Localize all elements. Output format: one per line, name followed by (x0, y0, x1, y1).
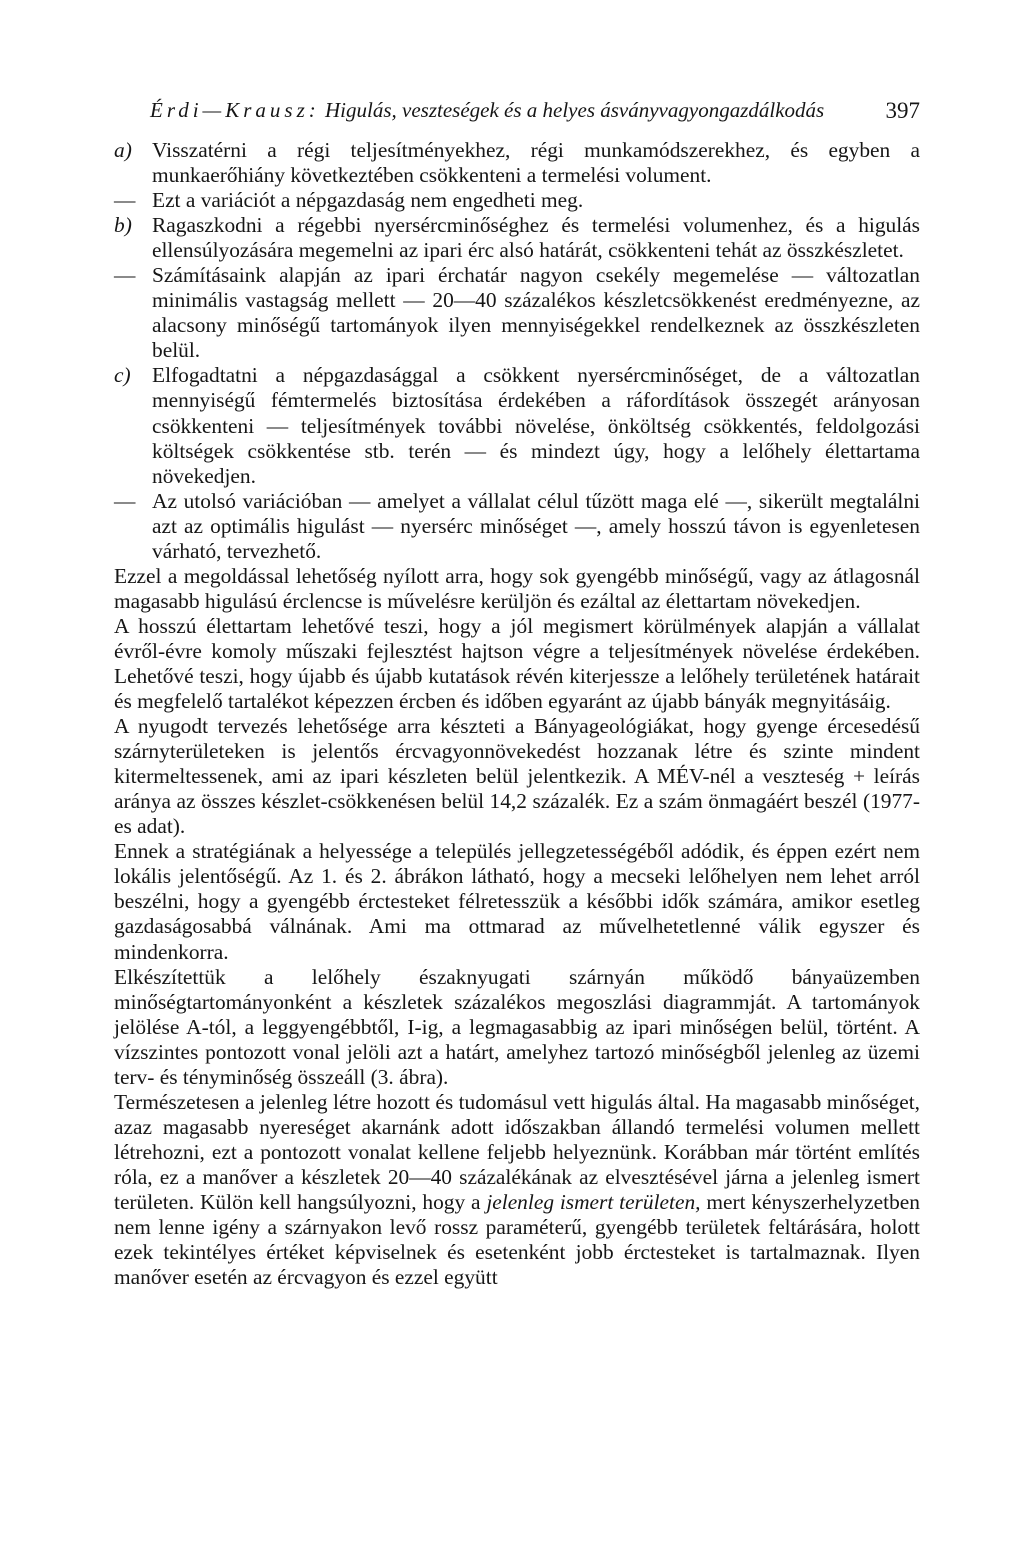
paragraph-last (114, 1090, 920, 1290)
list-item-b (114, 213, 920, 263)
paragraph: A nyugodt tervezés lehetősége arra készteti a Bányageológiákat, hogy gyenge ércesedésű szárnyterületeken is jelentős ércvagyonnövekedést hozzanak létre és szinte mindent kitermeltessenek, ami az ipari készleten belül jelentkezik. A MÉV-nél a veszteség + leírás aránya az összes készlet-csökkenésen belül 14,2 százalék. Ez a szám önmagáért beszél (1977-es adat). (114, 714, 920, 839)
list-item-a (114, 138, 920, 188)
list-item-dash-2 (114, 263, 920, 363)
body-text (114, 138, 920, 1290)
list-item-dash-1 (114, 188, 920, 213)
paragraph-text: mert kényszerhelyzetben nem lenne igény a szárnyakon levő rossz paraméterű, gyengébb területek feltárására, holott ezek tekintélyes értéket képviselnek és esetenként jobb érctesteket is tartalmaznak. Ilyen manőver esetén az ércvagyon és ezzel együtt (114, 1189, 920, 1290)
list-item-text: Számításaink alapján az ipari érchatár nagyon csekély megemelése — változatlan minimális vastagság mellett — 20—40 százalékos készletcsökkenést eredményezne, az alacsony minőségű tartományok ilyen mennyiségekkel rendelkeznek az összkészleten belül. (152, 263, 920, 363)
paragraph: Ezzel a megoldással lehetőség nyílott arra, hogy sok gyengébb minőségű, vagy az átlagosnál magasabb higulású érclencse is művelésre kerüljön és ezáltal az élettartam növekedjen. (114, 563, 920, 613)
dash-marker: — (114, 488, 136, 513)
dash-marker: — (114, 263, 136, 288)
list-item-text: Elfogadtatni a népgazdasággal a csökkent nyersércminőséget, de a változatlan mennyiségű fémtermelés biztosítása érdekében a ráfordítások összegét arányosan csökkenteni — teljesítmények további növelése, önköltség csökkentés, feldolgozási költségek csökkentése stb. terén — és mindezt úgy, hogy a lelőhely élettartama növekedjen. (152, 363, 920, 488)
emphasized-text: jelenleg ismert területen, (486, 1189, 701, 1214)
page-number: 397 (885, 98, 920, 123)
paragraph: Ennek a stratégiának a helyessége a település jellegzetességéből adódik, és éppen ezért nem lokális jelentőségű. Az 1. és 2. ábrákon látható, hogy a mecseki lelőhelyen nem lehet arról beszélni, hogy a gyengébb érctesteket félretesszük a későbbi idők számára, amikor esetleg gazdaságosabbá válnának. Ami ma ottmarad az művelhetetlenné válik egyszer és mindenkorra. (114, 839, 920, 964)
header-title: Higulás, veszteségek és a helyes ásványvagyongazdálkodás (325, 98, 825, 122)
header-author: Érdi—Krausz: (150, 98, 320, 122)
list-marker: b) (114, 213, 132, 238)
list-item-text: Visszatérni a régi teljesítményekhez, régi munkamódszerekhez, és egyben a munkaerőhiány következtében csökkenteni a termelési volument. (152, 138, 920, 188)
list-item-text: Az utolsó variációban — amelyet a vállalat célul tűzött maga elé —, sikerült megtalálni azt az optimális higulást — nyersérc minőséget —, amely hosszú távon is egyenletesen várható, tervezhető. (152, 488, 920, 563)
list-item-dash-3 (114, 489, 920, 564)
paragraph: A hosszú élettartam lehetővé teszi, hogy a jól megismert körülmények alapján a vállalat évről-évre komoly műszaki fejlesztést hajtson végre a teljesítmények növelése érdekében. Lehetővé teszi, hogy újabb és újabb kutatások révén kiterjessze a lelőhely területének határait és megfelelő tartalékot képezzen ércben és időben egyaránt az újabb bányák megnyitásáig. (114, 613, 920, 714)
dash-marker: — (114, 188, 136, 213)
paragraph-text: Természetesen a jelenleg létre hozott és tudomásul vett higulás által. Ha magasabb minőséget, azaz magasabb nyereséget akarnánk adott időszakban állandó termelési volumen mellett létrehozni, ezt a pontozott vonalat kellene feljebb helyeznünk. Korábban már történt említés róla, ez a manőver a készletek 20—40 százalékának az elvesztésével járna a jelenleg ismert területen. Külön kell hangsúlyozni, hogy a (114, 1089, 920, 1214)
list-marker: a) (114, 138, 132, 162)
list-marker: c) (114, 363, 131, 388)
running-head-text (150, 98, 824, 123)
paragraph: Elkészítettük a lelőhely északnyugati szárnyán működő bányaüzemben minőségtartományonként a készletek százalékos megoszlási diagrammját. A tartományok jelölése A-tól, a leggyengébbtől, I-ig, a legmagasabbig az ipari minőségen belül, történt. A vízszintes pontozott vonal jelöli azt a határt, amelyhez tartozó minőségből jelenleg az üzemi terv- és tényminőség összeáll (3. ábra). (114, 964, 920, 1089)
running-header (150, 98, 920, 128)
list-item-text: Ragaszkodni a régebbi nyersércminőséghez és termelési volumenhez, és a higulás ellensúlyozására megemelni az ipari érc alsó határát, csökkenteni tehát az összkészletet. (152, 213, 920, 263)
list-item-text: Ezt a variációt a népgazdaság nem engedheti meg. (152, 188, 584, 213)
list-item-c (114, 363, 920, 488)
